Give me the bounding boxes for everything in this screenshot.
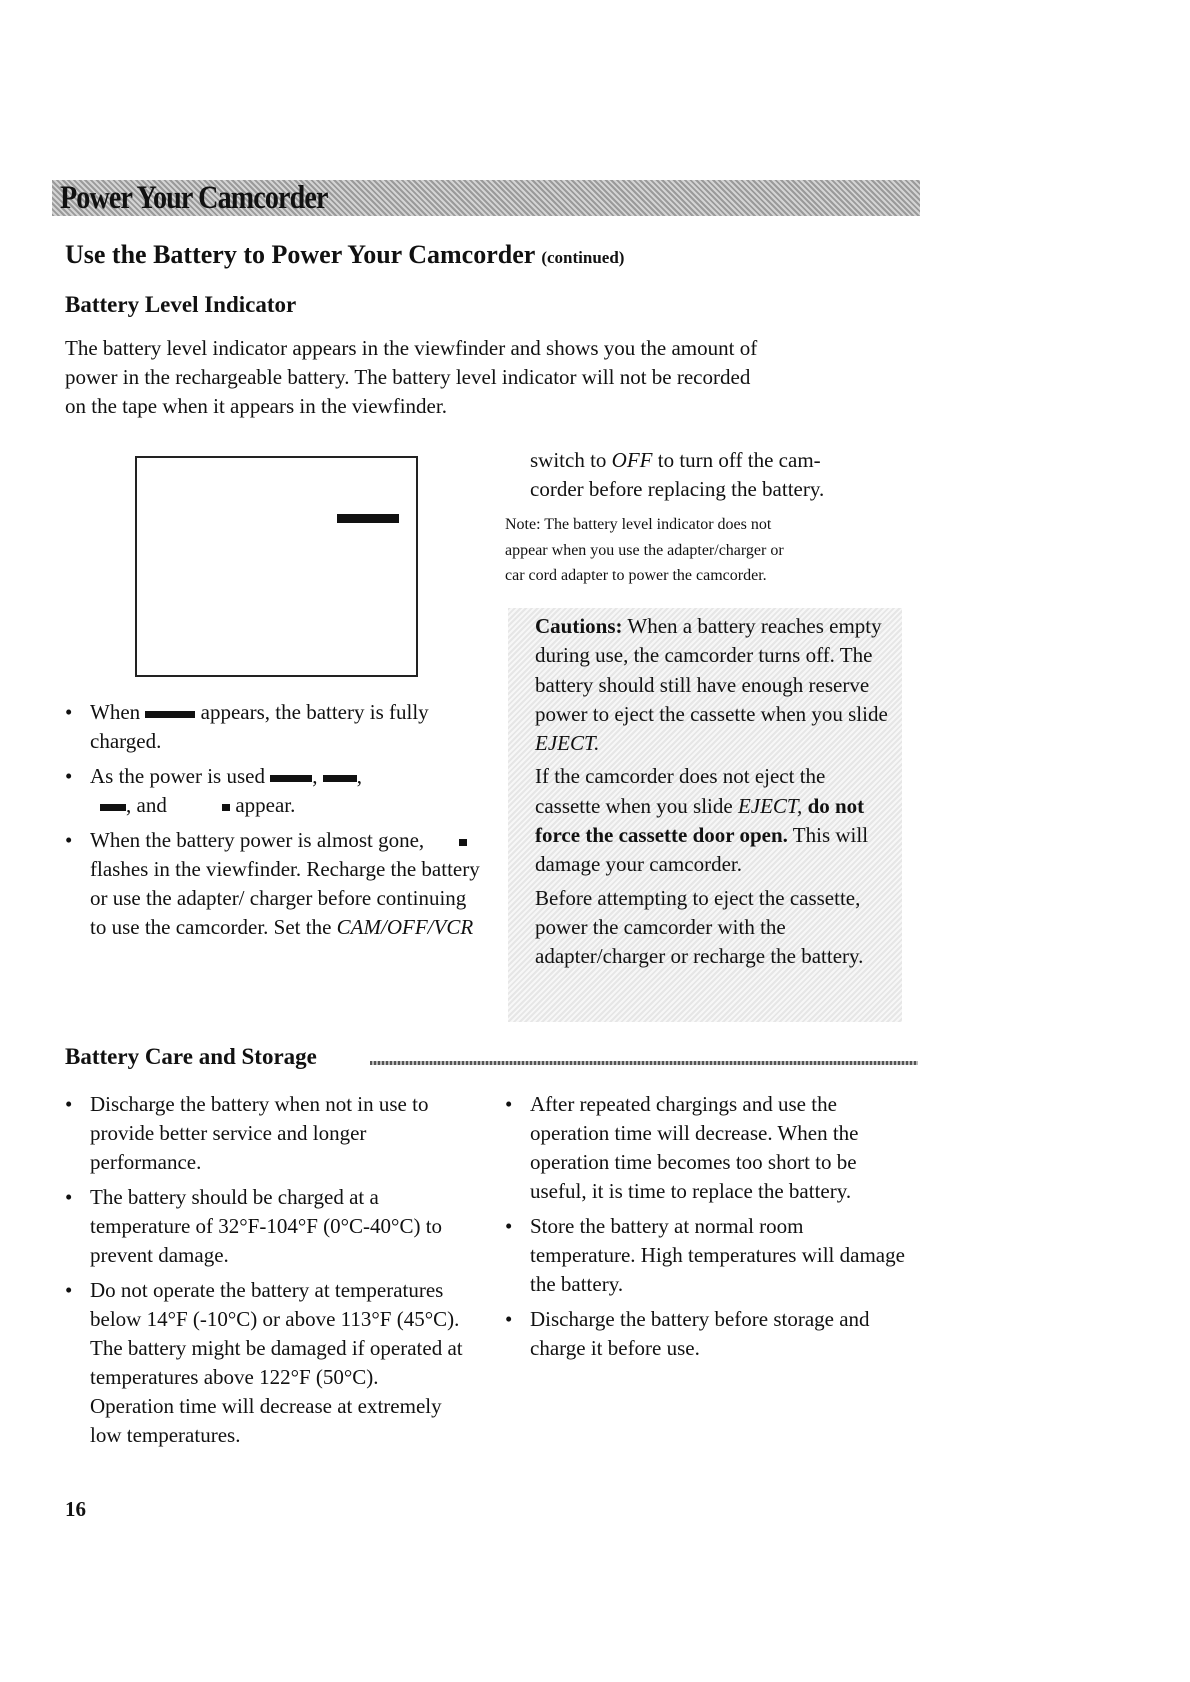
heading-rule bbox=[370, 1061, 918, 1065]
battery-level-icon bbox=[323, 775, 357, 782]
care-left-column bbox=[65, 1090, 465, 1456]
page-heading bbox=[65, 240, 624, 270]
viewfinder-illustration bbox=[135, 456, 418, 677]
bullet-item: • Discharge the battery before storage and charge it before use. bbox=[505, 1305, 905, 1363]
heading-text: Use the Battery to Power Your Camcorder bbox=[65, 240, 535, 269]
bullet-item: • After repeated chargings and use the operation time will decrease. When the operation time becomes too short to be useful, it is time to replace the battery. bbox=[505, 1090, 905, 1206]
bullet-item: • As the power is used , , , and appear. bbox=[65, 762, 485, 820]
bullet-item: • Discharge the battery when not in use to provide better service and longer performance. bbox=[65, 1090, 465, 1177]
intro-line: The battery level indicator appears in the viewfinder and shows you the amount of bbox=[65, 336, 758, 360]
banner-title: Power Your Camcorder bbox=[60, 180, 328, 216]
indicator-bullets bbox=[65, 698, 485, 948]
intro-paragraph bbox=[65, 334, 757, 421]
note: Note: The battery level indicator does not appear when you use the adapter/charger or car cord adapter to power the camcorder. bbox=[505, 516, 784, 584]
bullet-item: • When appears, the battery is fully charged. bbox=[65, 698, 485, 756]
bullet-item: • The battery should be charged at a temperature of 32°F-104°F (0°C-40°C) to prevent damage. bbox=[65, 1183, 465, 1270]
cautions-label: Cautions: bbox=[535, 614, 623, 638]
bullet-item: • When the battery power is almost gone, flashes in the viewfinder. Recharge the battery or use the adapter/ charger before continuing to use the camcorder. Set the CAM/OFF/VCR bbox=[65, 826, 485, 942]
care-heading: Battery Care and Storage bbox=[65, 1044, 317, 1069]
section-banner bbox=[52, 180, 920, 216]
battery-level-icon bbox=[270, 775, 312, 782]
battery-level-icon bbox=[100, 804, 126, 811]
note-label: Note: bbox=[505, 516, 541, 533]
page-number: 16 bbox=[65, 1497, 86, 1521]
bullet-item: • Store the battery at normal room temperature. High temperatures will damage the battery. bbox=[505, 1212, 905, 1299]
cautions-box: Cautions: When a battery reaches empty during use, the camcorder turns off. The battery should still have enough reserve power to eject the cassette when you slide EJECT. If the camcorder does not eject the cassette when you slide EJECT, do not force the cassette door open. This will damage your camcorder. Before attempting to eject the cassette, power the camcorder with the adapter/charger or recharge the battery. bbox=[508, 608, 902, 1022]
bullet-item: • Do not operate the battery at temperatures below 14°F (-10°C) or above 113°F (45°C). The battery might be damaged if operated at temperatures above 122°F (50°C). Operation time will decrease at extremely low temperatures. bbox=[65, 1276, 465, 1450]
battery-low-icon bbox=[222, 804, 230, 811]
battery-empty-icon bbox=[459, 839, 467, 846]
intro-line: on the tape when it appears in the viewfinder. bbox=[65, 394, 447, 418]
intro-line: power in the rechargeable battery. The battery level indicator will not be recorded bbox=[65, 365, 751, 389]
heading-suffix: (continued) bbox=[541, 248, 625, 267]
battery-full-icon bbox=[337, 514, 399, 523]
subheading: Battery Level Indicator bbox=[65, 292, 297, 317]
battery-full-icon bbox=[145, 711, 195, 718]
right-column-text: switch to OFF to turn off the cam- corder before replacing the battery. bbox=[530, 448, 825, 501]
care-right-column bbox=[505, 1090, 905, 1369]
